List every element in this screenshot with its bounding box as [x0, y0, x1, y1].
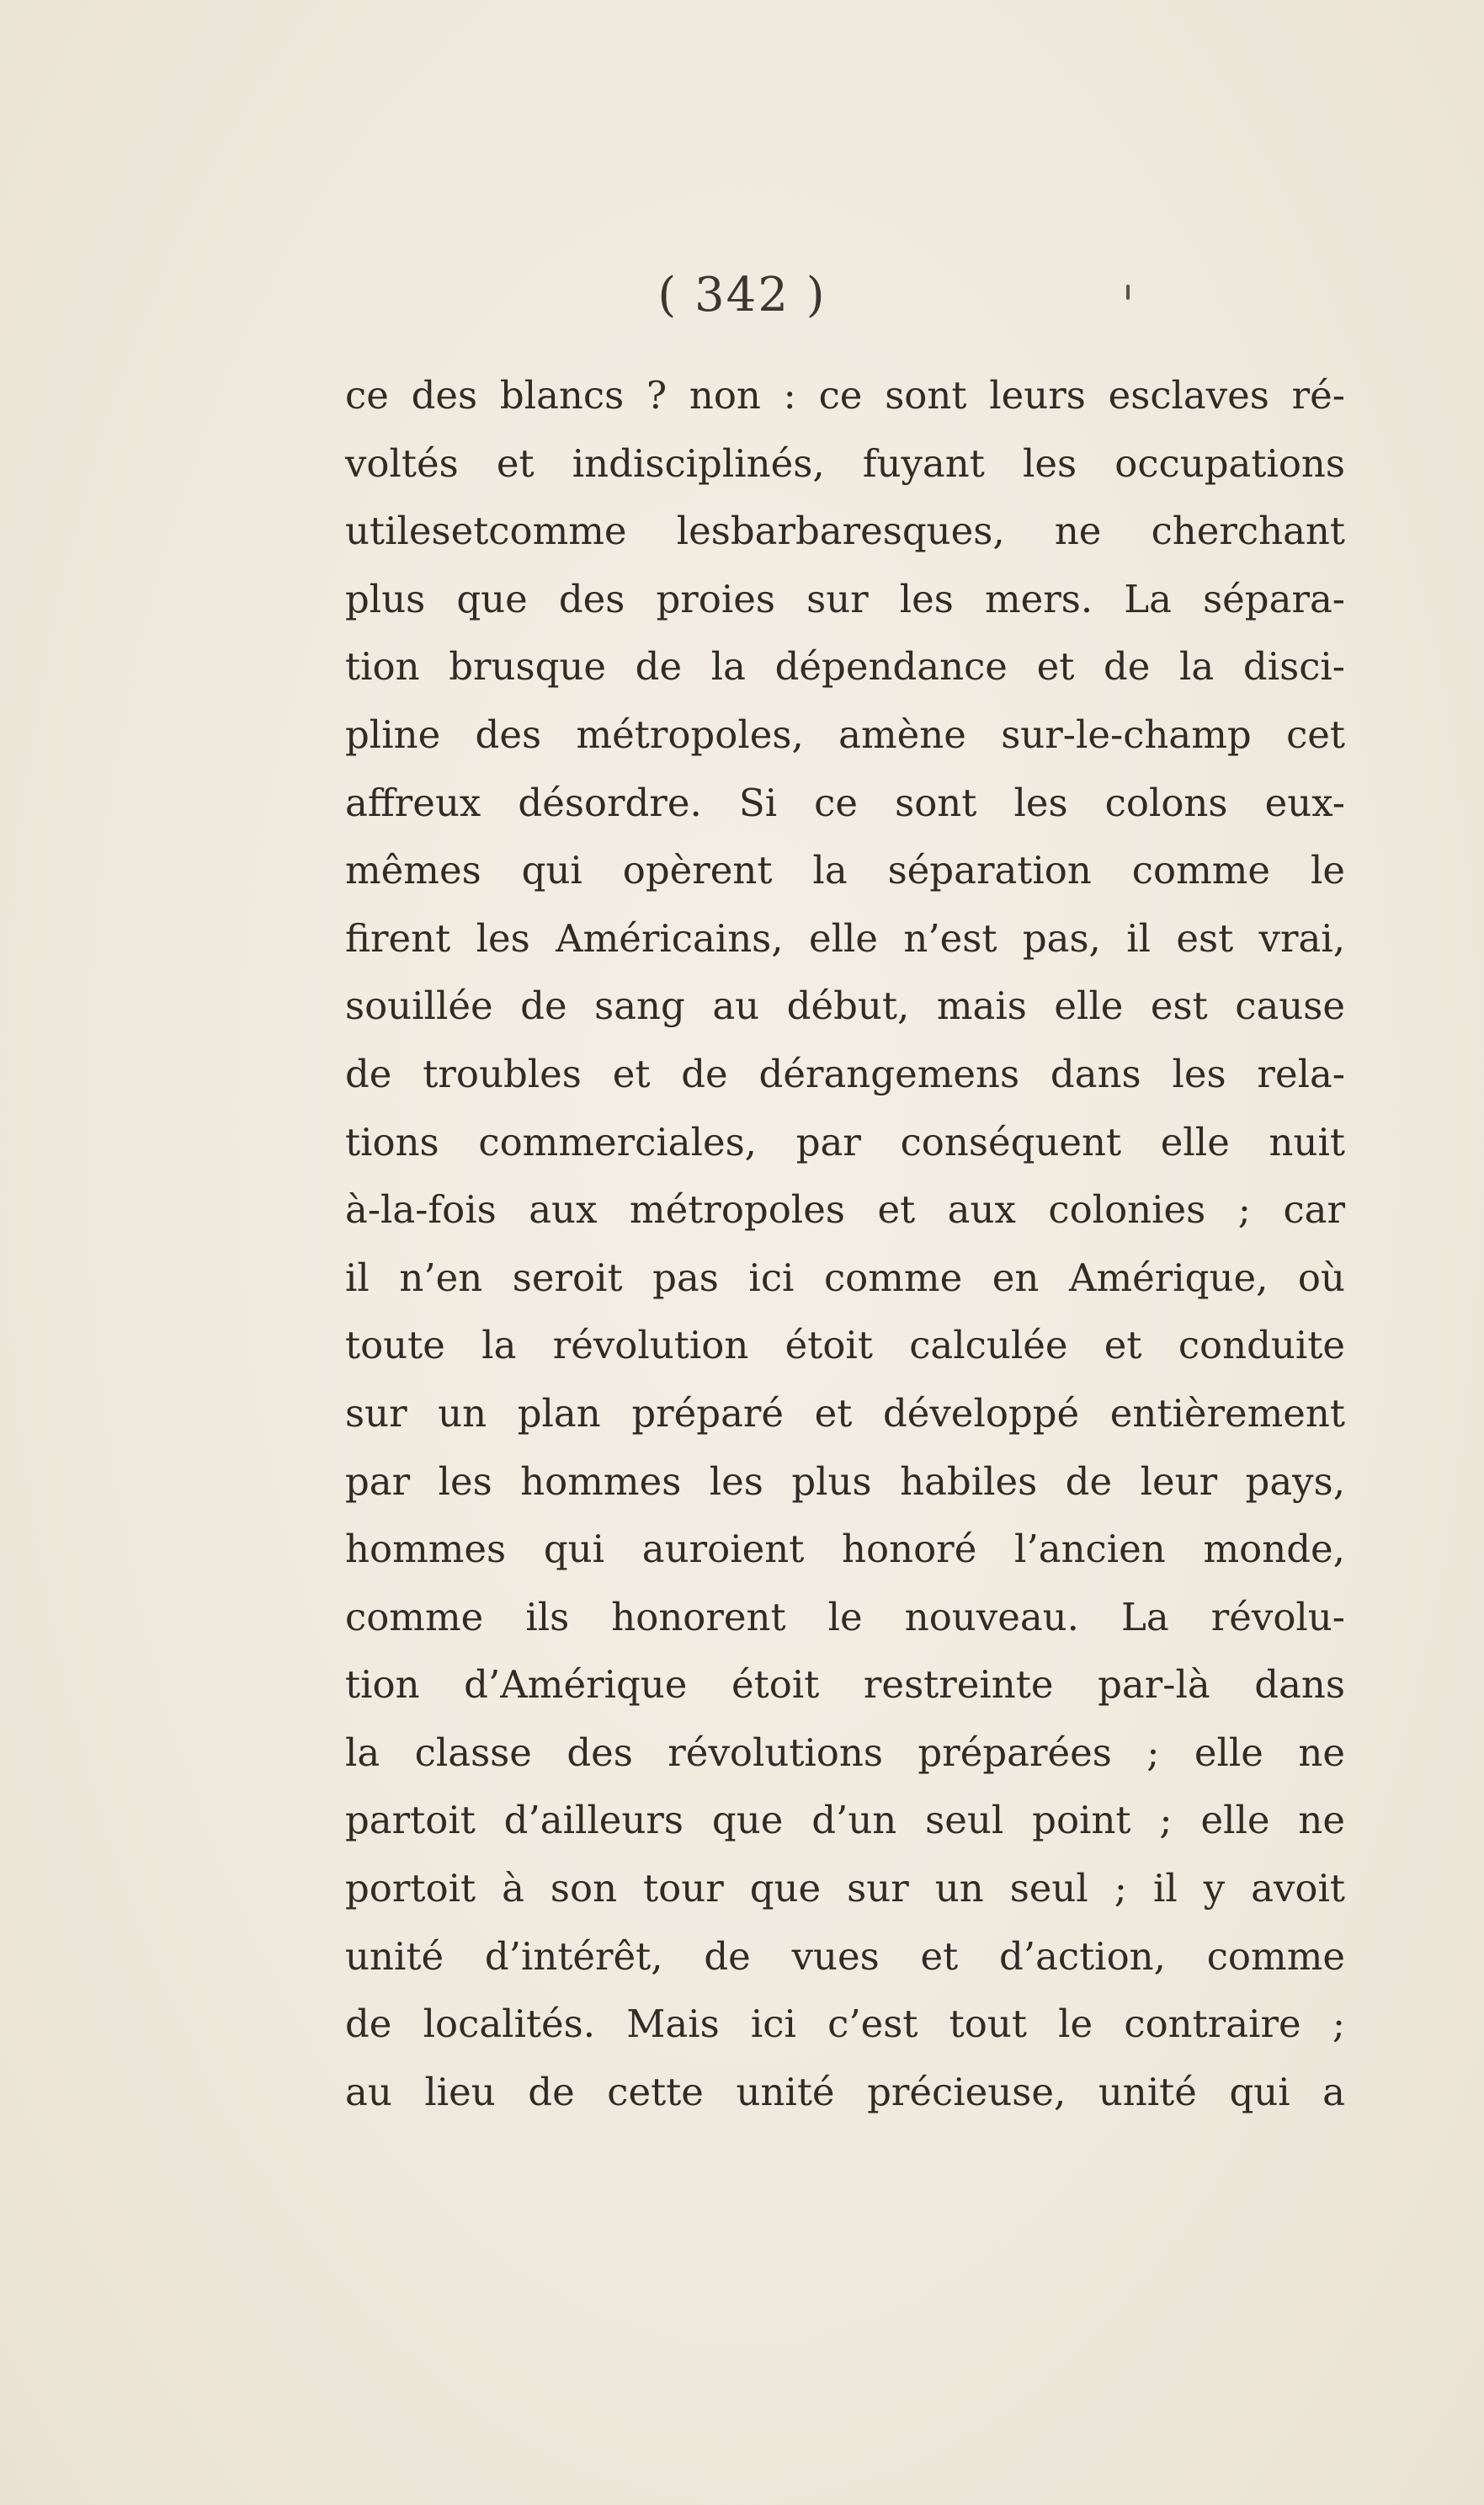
page-number: ( 342 ) [657, 268, 827, 322]
text-line: utilesetcomme lesbarbaresques, ne cherchant [345, 509, 1345, 554]
text-line: plus que des proies sur les mers. La sépara- [345, 576, 1345, 621]
text-line: voltés et indisciplinés, fuyant les occupations [345, 440, 1345, 486]
text-line: ce des blancs ? non : ce sont leurs esclaves ré- [345, 373, 1345, 418]
text-line: firent les Américains, elle n’est pas, il est vrai, [345, 915, 1345, 961]
text-line: tion d’Amérique étoit restreinte par-là dans [345, 1662, 1345, 1708]
text-line: partoit d’ailleurs que d’un seul point ; elle ne [345, 1798, 1345, 1843]
body-text [345, 362, 1345, 2126]
text-line: tions commerciales, par conséquent elle nuit [345, 1119, 1345, 1165]
text-line: unité d’intérêt, de vues et d’action, comme [345, 1933, 1345, 1979]
text-line: comme ils honorent le nouveau. La révolu- [345, 1594, 1345, 1639]
ink-speck [1126, 285, 1130, 300]
text-line: mêmes qui opèrent la séparation comme le [345, 848, 1345, 893]
text-line: hommes qui auroient honoré l’ancien monde, [345, 1527, 1345, 1572]
text-line: de localités. Mais ici c’est tout le contraire ; [345, 2001, 1345, 2047]
text-line: pline des métropoles, amène sur-le-champ cet [345, 712, 1345, 757]
text-line: tion brusque de la dépendance et de la disci- [345, 644, 1345, 690]
text-line: portoit à son tour que sur un seul ; il y avoit [345, 1866, 1345, 1911]
text-line: au lieu de cette unité précieuse, unité qui a [345, 2069, 1345, 2114]
text-line: souillée de sang au début, mais elle est cause [345, 983, 1345, 1029]
text-line: par les hommes les plus habiles de leur pays, [345, 1458, 1345, 1504]
text-line: sur un plan préparé et développé entièrement [345, 1390, 1345, 1436]
text-line: à-la-fois aux métropoles et aux colonies ; car [345, 1187, 1345, 1233]
text-line: la classe des révolutions préparées ; elle ne [345, 1730, 1345, 1775]
text-line: de troubles et de dérangemens dans les rela- [345, 1051, 1345, 1096]
text-line: affreux désordre. Si ce sont les colons eux- [345, 780, 1345, 825]
text-line: toute la révolution étoit calculée et conduite [345, 1323, 1345, 1368]
text-line: il n’en seroit pas ici comme en Amérique, où [345, 1255, 1345, 1300]
